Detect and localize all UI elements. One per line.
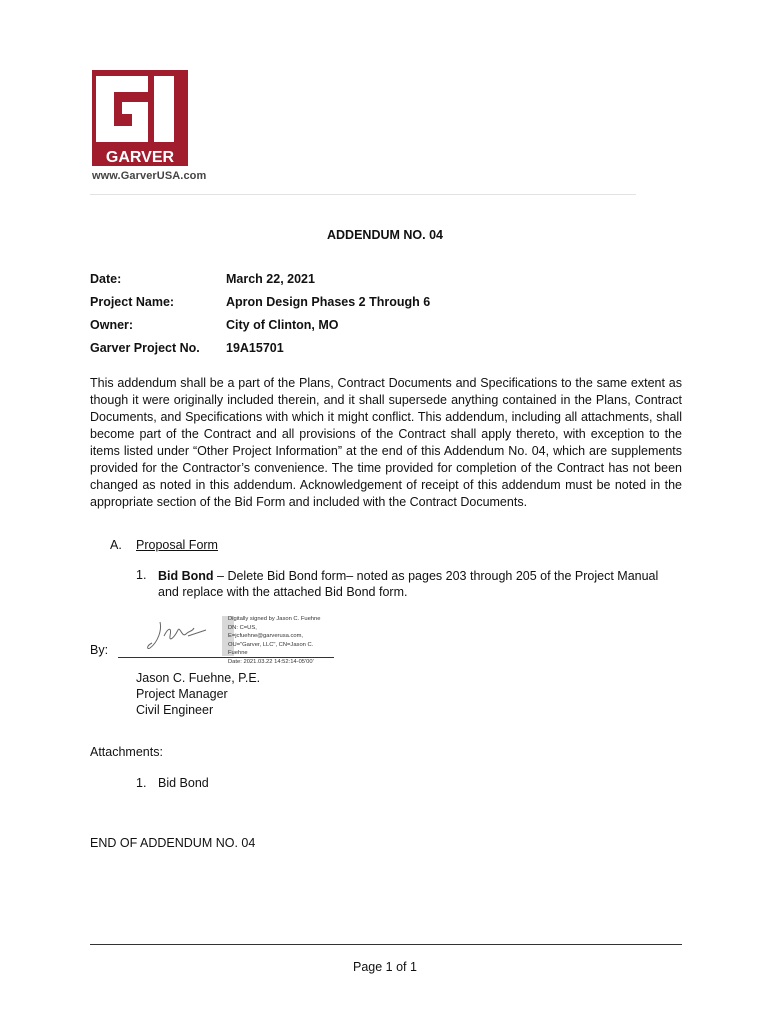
digital-signature-line: DN: C=US, xyxy=(228,624,257,631)
end-of-addendum: END OF ADDENDUM NO. 04 xyxy=(90,836,256,850)
garver-logo xyxy=(92,70,188,166)
logo-wordmark: GARVER xyxy=(105,149,175,166)
item-1-text xyxy=(158,568,668,600)
signer-name: Jason C. Fuehne, P.E. xyxy=(136,671,261,685)
body-paragraph: This addendum shall be a part of the Plans, Contract Documents and Specifications to the same extent as though it were originally included therein, and it shall supersede anything contained in the Plans, Contract Documents, and Specifications with which it might conflict. This addendum, including all attachments, shall become part of the Contract and all provisions of the Contract shall apply thereto, with exception to the items listed under “Other Project Information” at the end of this Addendum No. 04, which are supplements provided for the Contractor’s convenience. The time provided for completion of the Contract has not been changed as noted in this addendum. Acknowledgement of receipt of this addendum must be noted in the appropriate section of the Bid Form and included with the Contract Documents. xyxy=(90,376,682,509)
project-number-label: Garver Project No. xyxy=(90,341,200,355)
document-title: ADDENDUM NO. 04 xyxy=(327,228,443,242)
digital-signature-line: Date: 2021.03.22 14:52:14-05'00' xyxy=(228,658,314,665)
page-number: Page 1 of 1 xyxy=(353,960,417,974)
footer-divider xyxy=(90,944,682,945)
project-name-value: Apron Design Phases 2 Through 6 xyxy=(226,295,431,309)
date-label: Date: xyxy=(90,272,122,286)
digital-signature-line: Digitally signed by Jason C. Fuehne xyxy=(228,616,321,622)
signer-title: Project Manager xyxy=(136,687,228,701)
item-1-description: – Delete Bid Bond form– noted as pages 203 through 205 of the Project Manual and replace with the attached Bid Bond form. xyxy=(158,569,659,599)
header-divider xyxy=(90,194,636,195)
attachment-item: Bid Bond xyxy=(158,776,209,790)
signature-line xyxy=(118,657,334,658)
section-a-letter: A. xyxy=(110,538,122,552)
item-1-number: 1. xyxy=(136,568,147,582)
digital-signature-details xyxy=(228,615,338,667)
by-label: By: xyxy=(90,643,109,657)
signer-role: Civil Engineer xyxy=(136,703,214,717)
item-1-bold: Bid Bond xyxy=(158,569,214,583)
project-number-value: 19A15701 xyxy=(226,341,284,355)
attachments-label: Attachments: xyxy=(90,745,163,759)
digital-signature-line: Fuehne xyxy=(228,650,248,657)
digital-signature-line: OU="Garver, LLC", CN=Jason C. xyxy=(228,641,314,648)
digital-signature-line: E=jcfuehne@garverusa.com, xyxy=(228,633,304,640)
company-url: www.GarverUSA.com xyxy=(92,170,207,182)
attachment-number: 1. xyxy=(136,776,147,790)
owner-value: City of Clinton, MO xyxy=(226,318,339,332)
handwritten-signature xyxy=(144,616,210,654)
section-a-title: Proposal Form xyxy=(136,538,218,552)
date-value: March 22, 2021 xyxy=(226,272,315,286)
owner-label: Owner: xyxy=(90,318,134,332)
project-name-label: Project Name: xyxy=(90,295,175,309)
